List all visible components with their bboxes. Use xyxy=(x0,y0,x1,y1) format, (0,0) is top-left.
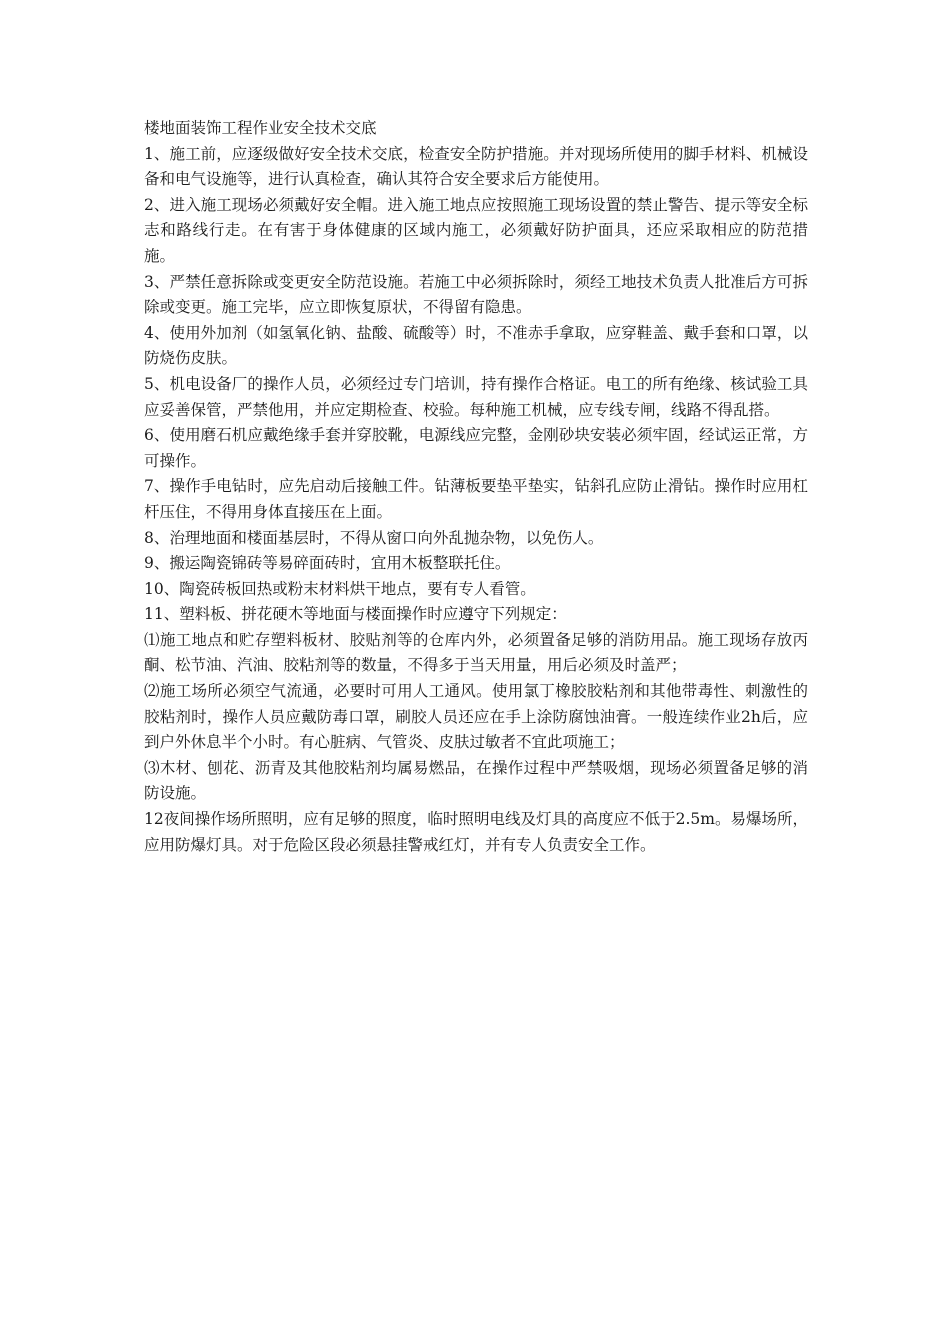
paragraph-item-12: 12夜间操作场所照明，应有足够的照度，临时照明电线及灯具的高度应不低于2.5m。易爆场所，应用防爆灯具。对于危险区段必须悬挂警戒红灯，并有专人负责安全工作。 xyxy=(144,810,808,854)
paragraph-item-8: 8、治理地面和楼面基层时，不得从窗口向外乱抛杂物，以免伤人。 xyxy=(144,528,604,547)
document-title: 楼地面装饰工程作业安全技术交底 xyxy=(144,119,377,137)
sub-item-3: ⑶木材、刨花、沥青及其他胶粘剂均属易燃品，在操作过程中严禁吸烟，现场必须置备足够的消防设施。 xyxy=(144,758,808,803)
paragraph-item-5: 5、机电设备厂的操作人员，必须经过专门培训，持有操作合格证。电工的所有绝缘、核试验工具应妥善保管，严禁他用，并应定期检查、校验。每种施工机械，应专线专闸，线路不得乱搭。 xyxy=(144,374,808,419)
paragraph-item-2: 2、进入施工现场必须戴好安全帽。进入施工地点应按照施工现场设置的禁止警告、提示等安全标志和路线行走。在有害于身体健康的区域内施工，必须戴好防护面具，还应采取相应的防范措施。 xyxy=(144,195,808,265)
paragraph-item-6: 6、使用磨石机应戴绝缘手套并穿胶靴，电源线应完整，金刚砂块安装必须牢固，经试运正常，方可操作。 xyxy=(144,426,808,470)
paragraph-item-4: 4、使用外加剂（如氢氧化钠、盐酸、硫酸等）时，不准赤手拿取，应穿鞋盖、戴手套和口罩，以防烧伤皮肤。 xyxy=(144,323,808,368)
paragraph-item-10: 10、陶瓷砖板回热或粉末材料烘干地点，要有专人看管。 xyxy=(144,579,536,598)
paragraph-item-9: 9、搬运陶瓷锦砖等易碎面砖时，宜用木板整联托住。 xyxy=(144,554,511,573)
paragraph-item-3: 3、严禁任意拆除或变更安全防范设施。若施工中必须拆除时，须经工地技术负责人批准后方可拆除或变更。施工完毕，应立即恢复原状，不得留有隐患。 xyxy=(144,272,808,317)
sub-item-1: ⑴施工地点和贮存塑料板材、胶贴剂等的仓库内外，必须置备足够的消防用品。施工现场存放丙酮、松节油、汽油、胶粘剂等的数量，不得多于当天用量，用后必须及时盖严； xyxy=(144,630,808,675)
sub-item-2: ⑵施工场所必须空气流通，必要时可用人工通风。使用氯丁橡胶胶粘剂和其他带毒性、刺激性的胶粘剂时，操作人员应戴防毒口罩，刷胶人员还应在手上涂防腐蚀油膏。一般连续作业2h后，应到户外休息半个小时。有心脏病、气管炎、皮肤过敏者不宜此项施工； xyxy=(144,682,808,752)
paragraph-item-1: 1、施工前，应逐级做好安全技术交底，检查安全防护措施。并对现场所使用的脚手材料、机械设备和电气设施等，进行认真检查，确认其符合安全要求后方能使用。 xyxy=(144,144,808,189)
paragraph-item-7: 7、操作手电钻时，应先启动后接触工件。钻薄板要垫平垫实，钻斜孔应防止滑钻。操作时应用杠杆压住，不得用身体直接压在上面。 xyxy=(144,477,808,521)
document-body xyxy=(144,116,808,858)
paragraph-item-11: 11、塑料板、拼花硬木等地面与楼面操作时应遵守下列规定： xyxy=(144,605,567,624)
